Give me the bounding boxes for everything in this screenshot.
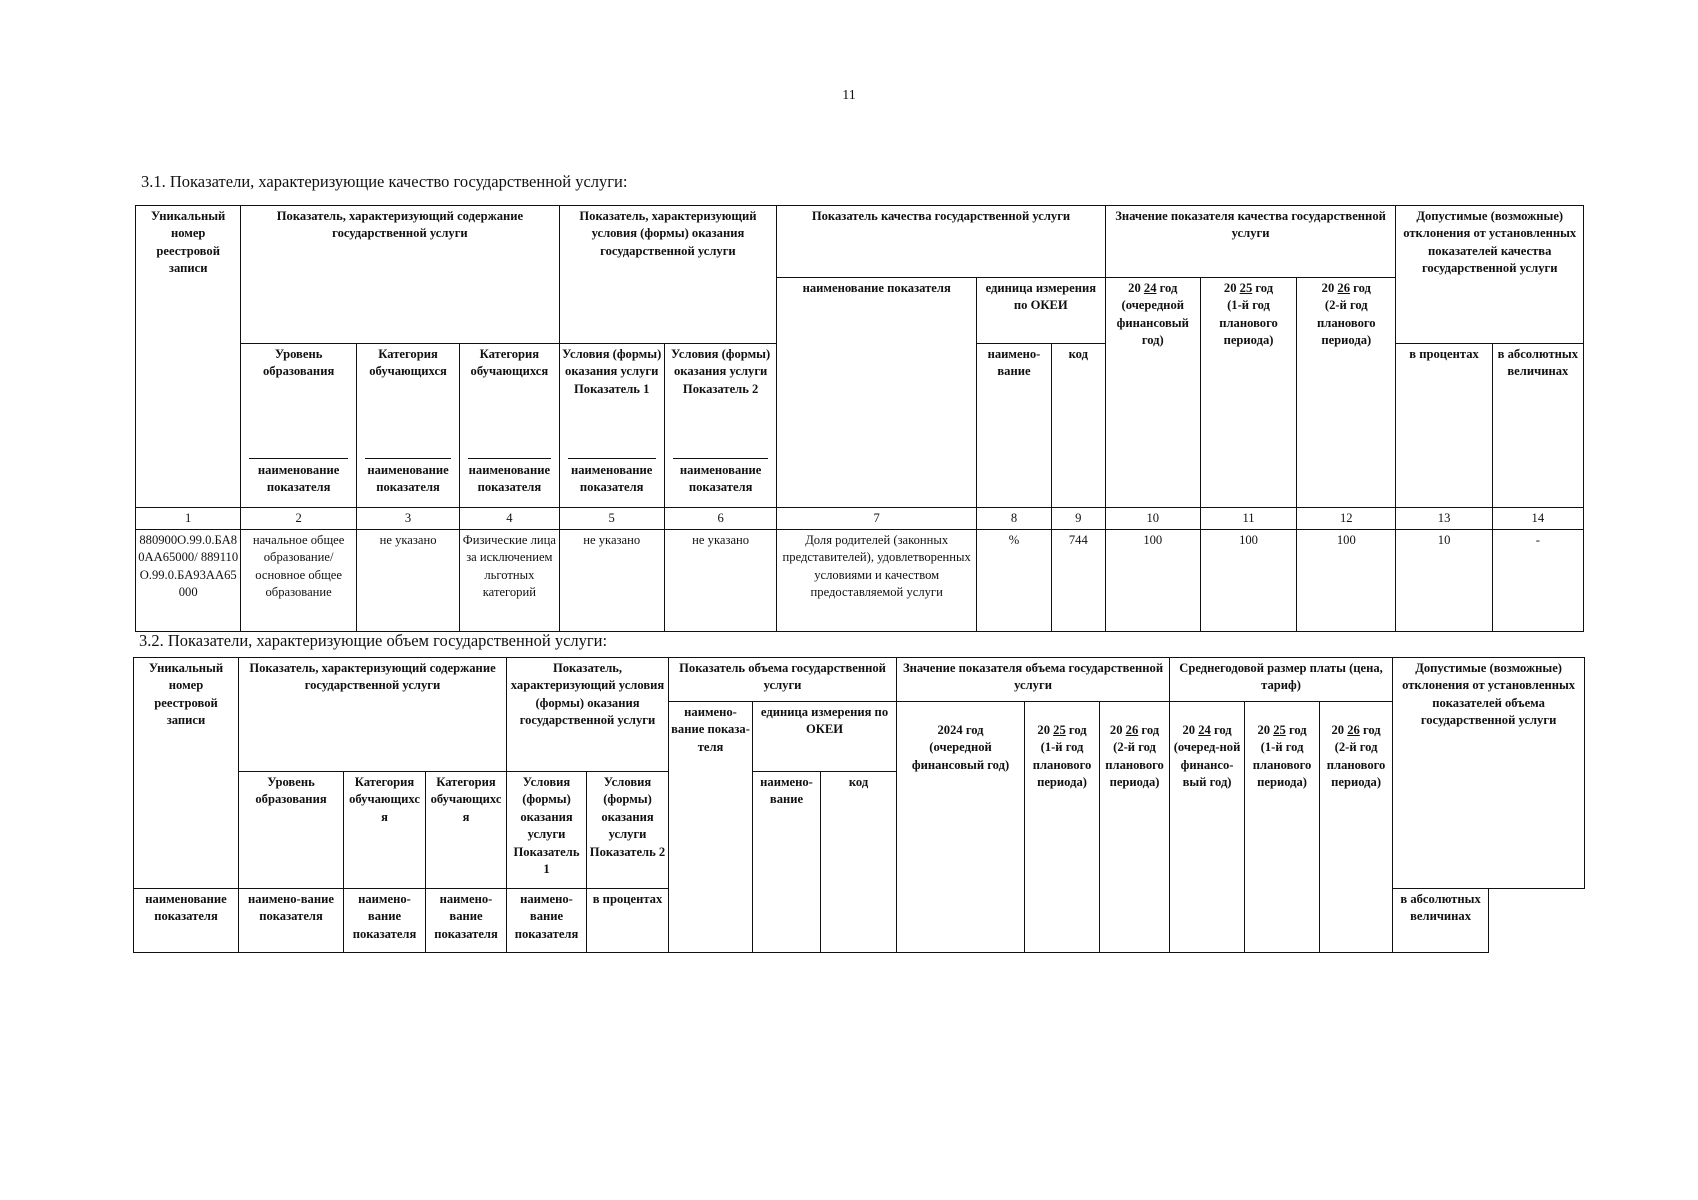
- header-unique-number: Уникальный номер реестровой записи: [136, 206, 241, 508]
- header-unit-name: наимено-вание: [976, 344, 1051, 508]
- header-volume-value: Значение показателя объема государственной услуги: [897, 658, 1170, 702]
- header-condition-2: Условия (формы) оказания услуги Показатель 2: [587, 772, 669, 889]
- column-number: 12: [1297, 508, 1396, 530]
- registry-number: 880900О.99.0.БА80АА65000/ 889110О.99.0.БА93АА65000: [136, 530, 241, 632]
- header-in-percent: в процентах: [1396, 344, 1492, 508]
- header-unit: единица измерения по ОКЕИ: [753, 702, 897, 772]
- header-education-level-name: наименование показателя: [134, 889, 239, 953]
- section-3-2-title: 3.2. Показатели, характеризующие объем государственной услуги:: [139, 631, 608, 650]
- header-category-2: Категория обучающихся наименование показателя: [460, 344, 559, 508]
- header-condition-2: Условия (формы) оказания услуги Показатель 2 наименование показателя: [664, 344, 776, 508]
- column-number: 7: [777, 508, 977, 530]
- header-volume-indicator: Показатель объема государственной услуги: [669, 658, 897, 702]
- header-content-spacer: [239, 702, 507, 772]
- header-conditions-spacer: [559, 278, 777, 344]
- quality-indicators-table: [135, 205, 1584, 632]
- unit-name-value: %: [976, 530, 1051, 632]
- section-3-1-title: 3.1. Показатели, характеризующие качество государственной услуги:: [141, 172, 628, 191]
- column-number: 9: [1051, 508, 1105, 530]
- header-vol-year-2024: 2024 год (очередной финансовый год): [897, 702, 1025, 953]
- column-number: 2: [241, 508, 357, 530]
- header-condition-1: Условия (формы) оказания услуги Показатель 1: [507, 772, 587, 889]
- header-condition-1-name: наимено-вание показателя: [426, 889, 507, 953]
- header-vol-year-2025: 20 25 год (1-й год планового периода): [1025, 702, 1100, 953]
- header-content-indicator: Показатель, характеризующий содержание государственной услуги: [241, 206, 559, 278]
- column-number: 13: [1396, 508, 1492, 530]
- header-vol-year-2026: 20 26 год (2-й год планового периода): [1100, 702, 1170, 953]
- column-number: 11: [1200, 508, 1296, 530]
- table-row: [136, 530, 1584, 632]
- header-category-1-name: наимено-вание показателя: [239, 889, 344, 953]
- column-number: 8: [976, 508, 1051, 530]
- unit-code-value: 744: [1051, 530, 1105, 632]
- header-category-1: Категория обучающихся: [344, 772, 426, 889]
- header-deviations-spacer: [1396, 278, 1584, 344]
- condition-1-value: не указано: [559, 530, 664, 632]
- deviation-percent-value: 10: [1396, 530, 1492, 632]
- header-year-2024: 20 24 год (очередной финансовый год): [1105, 278, 1200, 508]
- indicator-value: Доля родителей (законных представителей), удовлетворенных условиями и качеством предоставляемой услуги: [777, 530, 977, 632]
- header-unit: единица измерения по ОКЕИ: [976, 278, 1105, 344]
- header-conditions-indicator: Показатель, характеризующий условия (формы) оказания государственной услуги: [559, 206, 777, 278]
- deviation-absolute-value: -: [1492, 530, 1583, 632]
- column-number: 4: [460, 508, 559, 530]
- header-conditions-indicator: Показатель, характеризующий условия (формы) оказания государственной услуги: [507, 658, 669, 772]
- header-fee-year-2024: 20 24 год (очеред-ной финансо-вый год): [1170, 702, 1245, 953]
- header-deviations-spacer: [1393, 772, 1585, 889]
- column-number: 1: [136, 508, 241, 530]
- header-quality-value: Значение показателя качества государственной услуги: [1105, 206, 1396, 278]
- header-unit-name: наимено-вание: [753, 772, 821, 953]
- value-2024: 100: [1105, 530, 1200, 632]
- column-number: 5: [559, 508, 664, 530]
- header-deviations: Допустимые (возможные) отклонения от установленных показателей объема государственной услуги: [1393, 658, 1585, 772]
- page-number: 11: [842, 88, 856, 103]
- header-condition-1: Условия (формы) оказания услуги Показатель 1 наименование показателя: [559, 344, 664, 508]
- category-1-value: не указано: [356, 530, 459, 632]
- header-condition-2-name: наимено-вание показателя: [507, 889, 587, 953]
- header-unique-number: Уникальный номер реестровой записи: [134, 658, 239, 889]
- header-year-2026: 20 26 год (2-й год планового периода): [1297, 278, 1396, 508]
- header-indicator-name: наименование показателя: [777, 278, 977, 508]
- header-content-spacer: [241, 278, 559, 344]
- header-year-2025: 20 25 год (1-й год планового периода): [1200, 278, 1296, 508]
- header-content-indicator: Показатель, характеризующий содержание государственной услуги: [239, 658, 507, 702]
- value-2025: 100: [1200, 530, 1296, 632]
- education-level-value: начальное общее образование/ основное общее образование: [241, 530, 357, 632]
- header-deviations: Допустимые (возможные) отклонения от установленных показателей качества государственной услуги: [1396, 206, 1584, 278]
- header-unit-code: код: [821, 772, 897, 953]
- header-category-1: Категория обучающихся наименование показателя: [356, 344, 459, 508]
- column-number: 6: [664, 508, 776, 530]
- value-2026: 100: [1297, 530, 1396, 632]
- header-fee-year-2026: 20 26 год (2-й год планового периода): [1320, 702, 1393, 953]
- column-number: 3: [356, 508, 459, 530]
- header-education-level: Уровень образования: [239, 772, 344, 889]
- condition-2-value: не указано: [664, 530, 776, 632]
- header-in-absolute: в абсолютных величинах: [1393, 889, 1489, 953]
- header-category-2: Категория обучающихся: [426, 772, 507, 889]
- header-category-2-name: наимено-вание показателя: [344, 889, 426, 953]
- header-indicator-name: наимено-вание показа-теля: [669, 702, 753, 953]
- volume-indicators-table: [133, 657, 1585, 953]
- column-number: 10: [1105, 508, 1200, 530]
- header-in-absolute: в абсолютных величинах: [1492, 344, 1583, 508]
- header-in-percent: в процентах: [587, 889, 669, 953]
- header-unit-code: код: [1051, 344, 1105, 508]
- header-quality-indicator: Показатель качества государственной услуги: [777, 206, 1105, 278]
- header-fee-year-2025: 20 25 год (1-й год планового периода): [1245, 702, 1320, 953]
- header-avg-fee: Среднегодовой размер платы (цена, тариф): [1170, 658, 1393, 702]
- header-education-level: Уровень образования наименование показателя: [241, 344, 357, 508]
- category-2-value: Физические лица за исключением льготных категорий: [460, 530, 559, 632]
- column-number: 14: [1492, 508, 1583, 530]
